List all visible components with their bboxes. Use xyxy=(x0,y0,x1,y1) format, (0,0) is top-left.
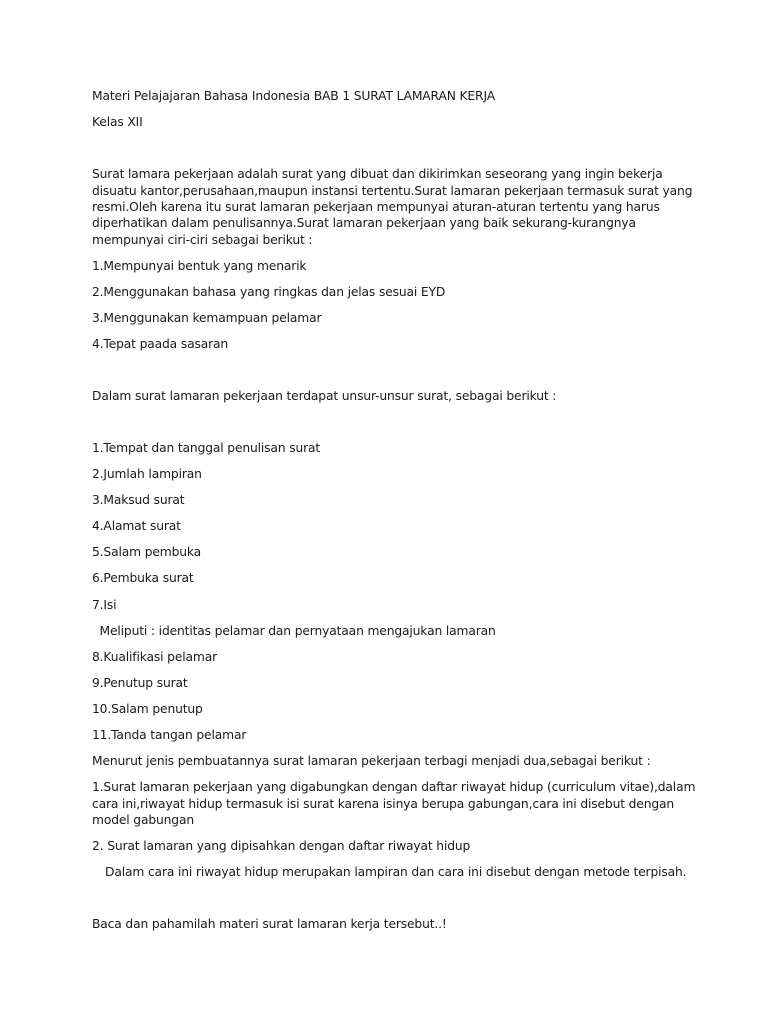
list-item: 7.Isi xyxy=(92,598,117,612)
document-title: Materi Pelajajaran Bahasa Indonesia BAB 1 SURAT LAMARAN KERJA xyxy=(92,89,495,103)
closing-line: Baca dan pahamilah materi surat lamaran kerja tersebut..! xyxy=(92,917,447,931)
list-item: 11.Tanda tangan pelamar xyxy=(92,728,247,742)
list-item: 2.Jumlah lampiran xyxy=(92,467,202,481)
paragraph-line: model gabungan xyxy=(92,813,194,827)
paragraph-line: 1.Surat lamaran pekerjaan yang digabungkan dengan daftar riwayat hidup (curriculum vitae),dalam xyxy=(92,780,696,794)
list-item: 1.Mempunyai bentuk yang menarik xyxy=(92,259,307,273)
list-item: 2.Menggunakan bahasa yang ringkas dan jelas sesuai EYD xyxy=(92,285,446,299)
list-item: 6.Pembuka surat xyxy=(92,571,194,585)
paragraph-line: diperhatikan dalam penulisannya.Surat lamaran pekerjaan yang baik sekurang-kurangnya xyxy=(92,216,636,230)
list-item: 8.Kualifikasi pelamar xyxy=(92,650,218,664)
list-item: 5.Salam pembuka xyxy=(92,545,202,559)
paragraph-line: Surat lamara pekerjaan adalah surat yang dibuat dan dikirimkan seseorang yang ingin bekerja xyxy=(92,167,663,181)
paragraph-line: resmi.Oleh karena itu surat lamaran pekerjaan mempunyai aturan-aturan tertentu yang harus xyxy=(92,200,660,214)
paragraph-line: disuatu kantor,perusahaan,maupun instansi tertentu.Surat lamaran pekerjaan termasuk surat yang xyxy=(92,184,693,198)
list-item-detail: Meliputi : identitas pelamar dan pernyataan mengajukan lamaran xyxy=(92,624,496,638)
types-intro: Menurut jenis pembuatannya surat lamaran pekerjaan terbagi menjadi dua,sebagai berikut : xyxy=(92,754,651,768)
class-level: Kelas XII xyxy=(92,115,143,129)
type-2-title: 2. Surat lamaran yang dipisahkan dengan daftar riwayat hidup xyxy=(92,839,471,853)
list-item: 9.Penutup surat xyxy=(92,676,188,690)
elements-intro: Dalam surat lamaran pekerjaan terdapat unsur-unsur surat, sebagai berikut : xyxy=(92,389,557,403)
list-item: 1.Tempat dan tanggal penulisan surat xyxy=(92,441,321,455)
paragraph-line: cara ini,riwayat hidup termasuk isi surat karena isinya berupa gabungan,cara ini disebut dengan xyxy=(92,797,675,811)
list-item: 4.Alamat surat xyxy=(92,519,181,533)
list-item: 3.Menggunakan kemampuan pelamar xyxy=(92,311,322,325)
list-item: 4.Tepat paada sasaran xyxy=(92,337,229,351)
list-item: 10.Salam penutup xyxy=(92,702,203,716)
type-2-detail: Dalam cara ini riwayat hidup merupakan lampiran dan cara ini disebut dengan metode terpisah. xyxy=(105,865,687,879)
paragraph-line: mempunyai ciri-ciri sebagai berikut : xyxy=(92,233,313,247)
list-item: 3.Maksud surat xyxy=(92,493,185,507)
